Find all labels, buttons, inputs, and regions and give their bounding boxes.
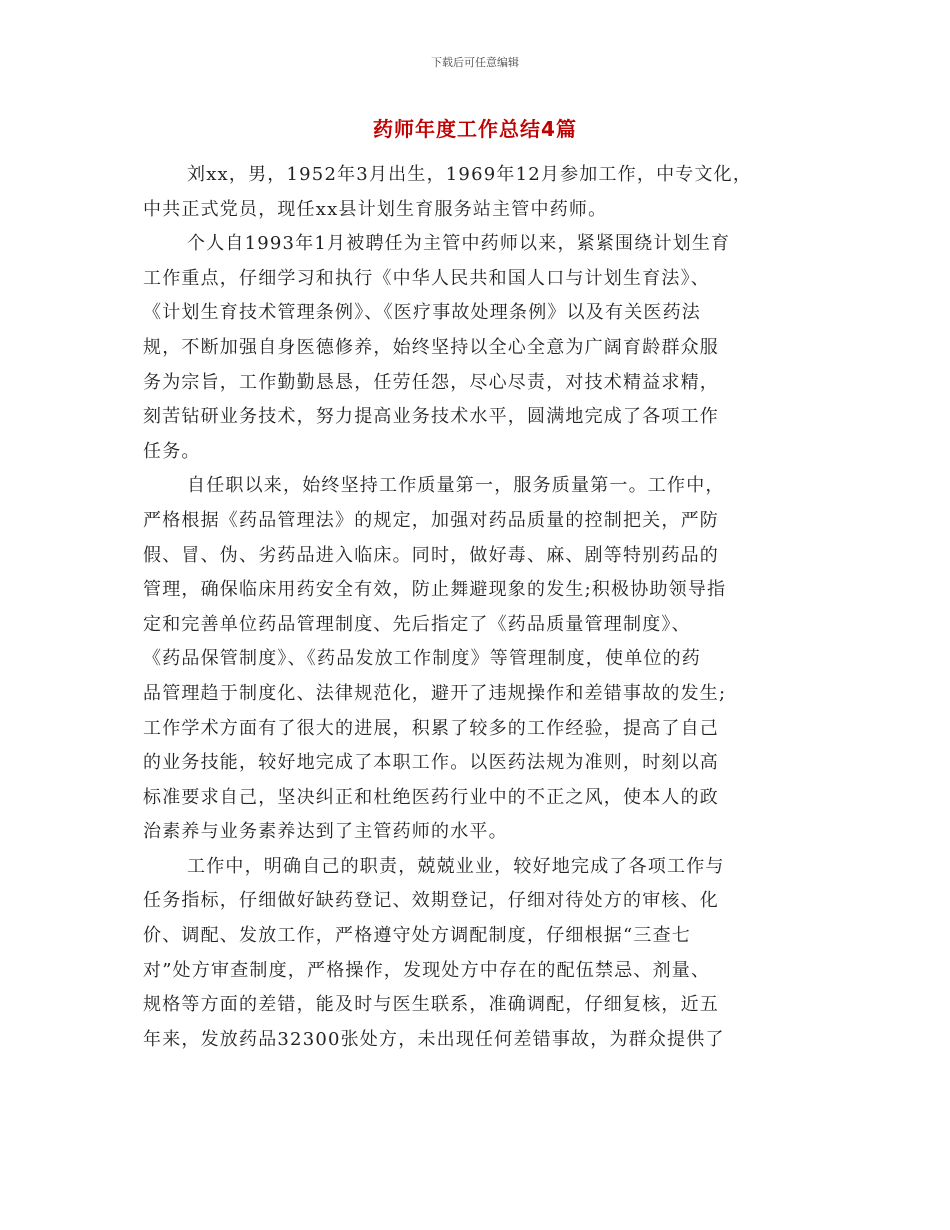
text-line: 标准要求自己，坚决纠正和杜绝医药行业中的不正之风，使本人的政 [143, 786, 719, 808]
text-line: 任务指标，仔细做好缺药登记、效期登记，仔细对待处方的审核、化 [143, 890, 719, 912]
text-line: 刘xx，男，1952年3月出生，1969年12月参加工作，中专文化， [187, 164, 753, 185]
text-line: 假、冒、伪、劣药品进入临床。同时，做好毒、麻、剧等特别药品的 [143, 544, 719, 566]
text-line: 年来，发放药品32300张处方，未出现任何差错事故，为群众提供了 [143, 1028, 725, 1050]
text-line: 自任职以来，始终坚持工作质量第一，服务质量第一。工作中， [187, 475, 725, 497]
text-line: 管理，确保临床用药安全有效，防止舞避现象的发生;积极协助领导指 [143, 579, 727, 601]
text-line: 的业务技能，较好地完成了本职工作。以医药法规为准则，时刻以高 [143, 752, 719, 774]
text-line: 工作学术方面有了很大的进展，积累了较多的工作经验，提高了自己 [143, 717, 719, 739]
text-line: 务为宗旨，工作勤勤恳恳，任劳任怨，尽心尽责，对技术精益求精， [143, 371, 719, 393]
text-line: 品管理趋于制度化、法律规范化，避开了违规操作和差错事故的发生; [143, 682, 727, 704]
text-line: 价、调配、发放工作，严格遵守处方调配制度，仔细根据“三查七 [143, 925, 691, 947]
text-line: 规格等方面的差错，能及时与医生联系，准确调配，仔细复核，近五 [143, 994, 719, 1016]
text-line: 个人自1993年1月被聘任为主管中药师以来，紧紧围绕计划生育 [187, 233, 731, 255]
document-body [143, 158, 823, 1057]
document-title: 药师年度工作总结4篇 [373, 117, 577, 141]
text-line: 工作重点，仔细学习和执行《中华人民共和国人口与计划生育法》、 [143, 267, 710, 289]
text-line: 《计划生育技术管理条例》、《医疗事故处理条例》以及有关医药法 [143, 302, 701, 324]
text-line: 刻苦钻研业务技术，努力提高业务技术水平，圆满地完成了各项工作 [143, 406, 719, 428]
text-line: 规，不断加强自身医德修养，始终坚持以全心全意为广阔育龄群众服 [143, 336, 719, 358]
text-line: 中共正式党员，现任xx县计划生育服务站主管中药师。 [143, 198, 608, 220]
text-line: 治素养与业务素养达到了主管药师的水平。 [143, 821, 508, 843]
text-line: 严格根据《药品管理法》的规定，加强对药品质量的控制把关，严防 [143, 509, 719, 531]
text-line: 工作中，明确自己的职责，兢兢业业，较好地完成了各项工作与 [187, 855, 725, 877]
page-header-note: 下载后可任意编辑 [431, 56, 519, 69]
text-line: 定和完善单位药品管理制度、先后指定了《药品质量管理制度》、 [143, 613, 691, 635]
text-line: 对”处方审查制度，严格操作，发现处方中存在的配伍禁忌、剂量、 [143, 959, 711, 981]
text-line: 任务。 [143, 440, 201, 462]
text-line: 《药品保管制度》、《药品发放工作制度》等管理制度，使单位的药 [143, 648, 701, 670]
